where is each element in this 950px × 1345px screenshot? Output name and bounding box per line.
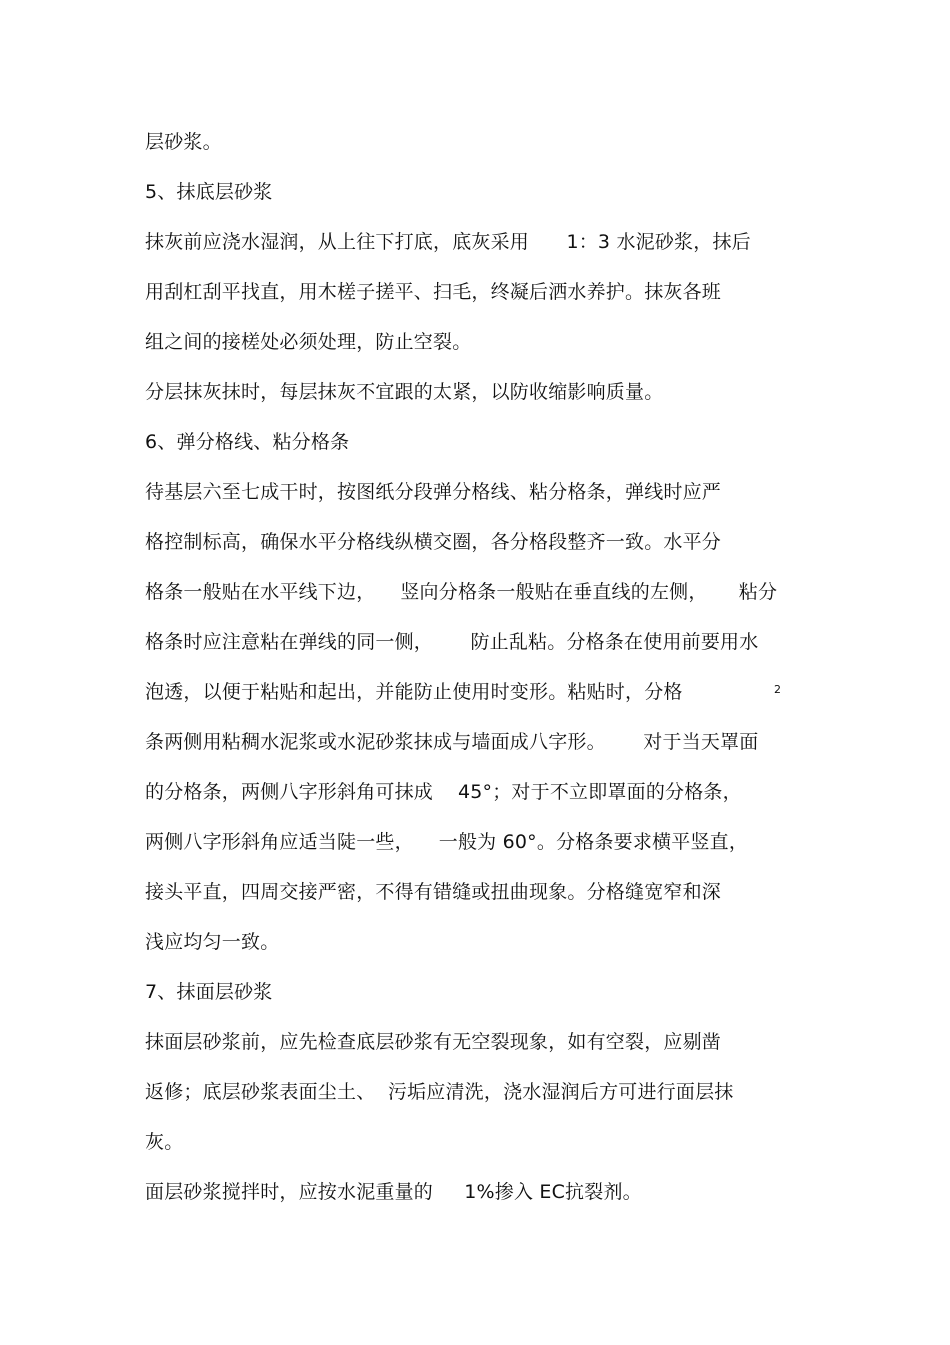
text-line: 灰。 <box>145 1131 184 1153</box>
text-line: 面层砂浆搅拌时，应按水泥重量的 1%掺入 EC抗裂剂。 <box>145 1181 642 1203</box>
text-line: 组之间的接槎处必须处理，防止空裂。 <box>145 331 472 353</box>
section-heading-7: 7、抹面层砂浆 <box>145 981 273 1003</box>
text-line: 层砂浆。 <box>145 131 222 153</box>
text-line: 用刮杠刮平找直，用木槎子搓平、扫毛，终凝后洒水养护。抹灰各班 <box>145 281 722 303</box>
text-line: 格条时应注意粘在弹线的同一侧， 防止乱粘。分格条在使用前要用水 <box>145 631 759 653</box>
text-line: 接头平直，四周交接严密，不得有错缝或扭曲现象。分格缝宽窄和深 <box>145 881 722 903</box>
text-line: 抹面层砂浆前，应先检查底层砂浆有无空裂现象，如有空裂，应剔凿 <box>145 1031 722 1053</box>
text-line: 浅应均匀一致。 <box>145 931 280 953</box>
text-line: 泡透，以便于粘贴和起出，并能防止使用时变形。粘贴时，分格 <box>145 681 683 703</box>
text-line: 格控制标高，确保水平分格线纵横交圈，各分格段整齐一致。水平分 <box>145 531 722 553</box>
text-line: 抹灰前应浇水湿润，从上往下打底，底灰采用 1：3 水泥砂浆，抹后 <box>145 231 751 253</box>
text-line: 的分格条，两侧八字形斜角可抹成 45°；对于不立即罩面的分格条， <box>145 781 742 803</box>
text-line: 分层抹灰抹时，每层抹灰不宜跟的太紧，以防收缩影响质量。 <box>145 381 664 403</box>
page-number: 2 <box>774 683 781 696</box>
section-heading-6: 6、弹分格线、粘分格条 <box>145 431 350 453</box>
text-line: 待基层六至七成干时，按图纸分段弹分格线、粘分格条，弹线时应严 <box>145 481 722 503</box>
text-line: 格条一般贴在水平线下边， 竖向分格条一般贴在垂直线的左侧， 粘分 <box>145 581 778 603</box>
section-heading-5: 5、抹底层砂浆 <box>145 181 273 203</box>
text-line: 两侧八字形斜角应适当陡一些， 一般为 60°。分格条要求横平竖直， <box>145 831 749 853</box>
text-line: 返修；底层砂浆表面尘土、 污垢应清洗，浇水湿润后方可进行面层抹 <box>145 1081 734 1103</box>
text-line: 条两侧用粘稠水泥浆或水泥砂浆抹成与墙面成八字形。 对于当天罩面 <box>145 731 759 753</box>
